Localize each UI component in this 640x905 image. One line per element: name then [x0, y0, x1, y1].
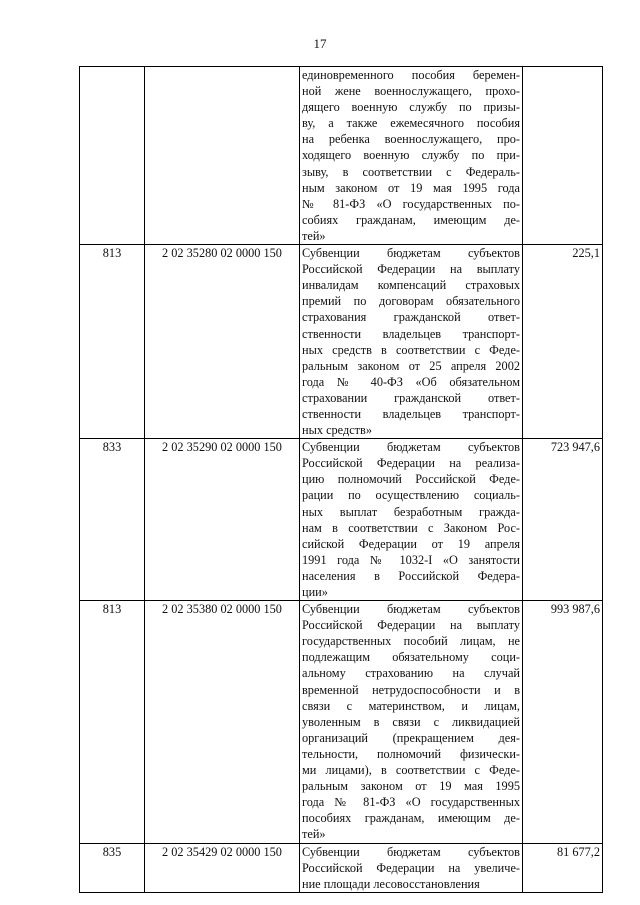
description-line: инвалидам компенсаций страховых: [302, 278, 520, 293]
description-line: дящего военную службу по призы-: [302, 100, 520, 115]
table-row: [80, 843, 603, 892]
description-line: страховании гражданской ответ-: [302, 390, 520, 405]
description-line: ных средств»: [302, 423, 373, 438]
budget-table-body: [80, 67, 603, 893]
description-line: Российской Федерации на выплату: [302, 618, 520, 633]
description-line: ной жене военнослужащего, прохо-: [302, 84, 520, 99]
description-line: альному страхованию на случай: [302, 666, 520, 681]
amount-cell: 225,1: [523, 245, 603, 439]
description-line: населения в Российской Федера-: [302, 568, 520, 583]
description-line: года № 40-ФЗ «Об обязательном: [302, 374, 520, 389]
budget-code-cell: [145, 67, 300, 245]
admin-code-cell: 813: [80, 245, 145, 439]
description-line: ных средств в соответствии с Феде-: [302, 342, 520, 357]
description-line: ние площади лесовосстановления: [302, 876, 480, 891]
description-line: организаций (прекращением дея-: [302, 730, 520, 745]
description-line: ральным законом от 19 мая 1995: [302, 779, 520, 794]
description-cell: [300, 439, 523, 601]
description-line: рации по осуществлению социаль-: [302, 488, 520, 503]
description-line: ции»: [302, 585, 328, 599]
description-line: ственности владельцев транспорт-: [302, 406, 520, 421]
description-cell: [300, 245, 523, 439]
description-line: 1991 года № 1032-I «О занятости: [302, 552, 520, 567]
table-row: [80, 245, 603, 439]
description-line: Российской Федерации на выплату: [302, 262, 520, 277]
description-line: тей»: [302, 228, 326, 243]
description-cell: [300, 67, 523, 245]
budget-code-cell: 2 02 35380 02 0000 150: [145, 601, 300, 843]
page-number: 17: [313, 36, 327, 51]
amount-cell: 993 987,6: [523, 601, 603, 843]
description-line: ву, а также ежемесячного пособия: [302, 116, 520, 131]
table-row: [80, 439, 603, 601]
budget-table: [79, 66, 603, 893]
description-line: государственных пособий лицам, не: [302, 634, 520, 649]
amount-cell: 81 677,2: [523, 843, 603, 892]
description-line: тей»: [302, 827, 326, 842]
description-line: цию полномочий Российской Феде-: [302, 472, 520, 487]
amount-cell: 723 947,6: [523, 439, 603, 601]
amount-cell: [523, 67, 603, 245]
description-line: ми лицами), в соответствии с Феде-: [302, 763, 520, 778]
description-line: тельности, полномочий физически-: [302, 746, 520, 761]
description-line: ных выплат безработным гражда-: [302, 504, 520, 519]
description-line: Субвенции бюджетам субъектов: [302, 844, 520, 859]
description-line: уволенным в связи с ликвидацией: [302, 714, 520, 729]
description-line: ным законом от 19 мая 1995 года: [302, 180, 520, 195]
admin-code-cell: [80, 67, 145, 245]
description-line: Субвенции бюджетам субъектов: [302, 602, 520, 617]
description-line: нам в соответствии с Законом Рос-: [302, 520, 520, 535]
description-line: единовременного пособия беремен-: [302, 68, 520, 82]
description-cell: [300, 843, 523, 892]
description-line: подлежащим обязательному соци-: [302, 650, 520, 665]
budget-code-cell: 2 02 35290 02 0000 150: [145, 439, 300, 601]
description-line: временной нетрудоспособности и в: [302, 682, 520, 697]
budget-code-cell: 2 02 35429 02 0000 150: [145, 843, 300, 892]
table-row: [80, 601, 603, 843]
description-line: года № 81-ФЗ «О государственных: [302, 795, 520, 810]
description-line: сийской Федерации от 19 апреля: [302, 536, 520, 551]
description-line: ходящего военную службу по при-: [302, 148, 520, 163]
description-line: страхования гражданской ответ-: [302, 310, 520, 325]
description-line: ральным законом от 25 апреля 2002: [302, 358, 520, 373]
description-line: собиях гражданам, имеющим де-: [302, 212, 520, 227]
description-line: связи с материнством, и лицам,: [302, 698, 520, 713]
table-row: [80, 67, 603, 245]
description-line: на ребенка военнослужащего, про-: [302, 132, 520, 147]
description-line: ственности владельцев транспорт-: [302, 326, 520, 341]
description-line: Российской Федерации на реализа-: [302, 456, 520, 471]
description-line: Субвенции бюджетам субъектов: [302, 440, 520, 455]
admin-code-cell: 835: [80, 843, 145, 892]
description-line: Российской Федерации на увеличе-: [302, 860, 520, 875]
description-line: пособиях гражданам, имеющим де-: [302, 811, 520, 826]
budget-code-cell: 2 02 35280 02 0000 150: [145, 245, 300, 439]
description-line: Субвенции бюджетам субъектов: [302, 246, 520, 261]
description-line: премий по договорам обязательного: [302, 294, 520, 309]
admin-code-cell: 813: [80, 601, 145, 843]
description-cell: [300, 601, 523, 843]
description-line: зыву, в соответствии с Федераль-: [302, 164, 520, 179]
description-line: № 81-ФЗ «О государственных по-: [302, 196, 520, 211]
admin-code-cell: 833: [80, 439, 145, 601]
